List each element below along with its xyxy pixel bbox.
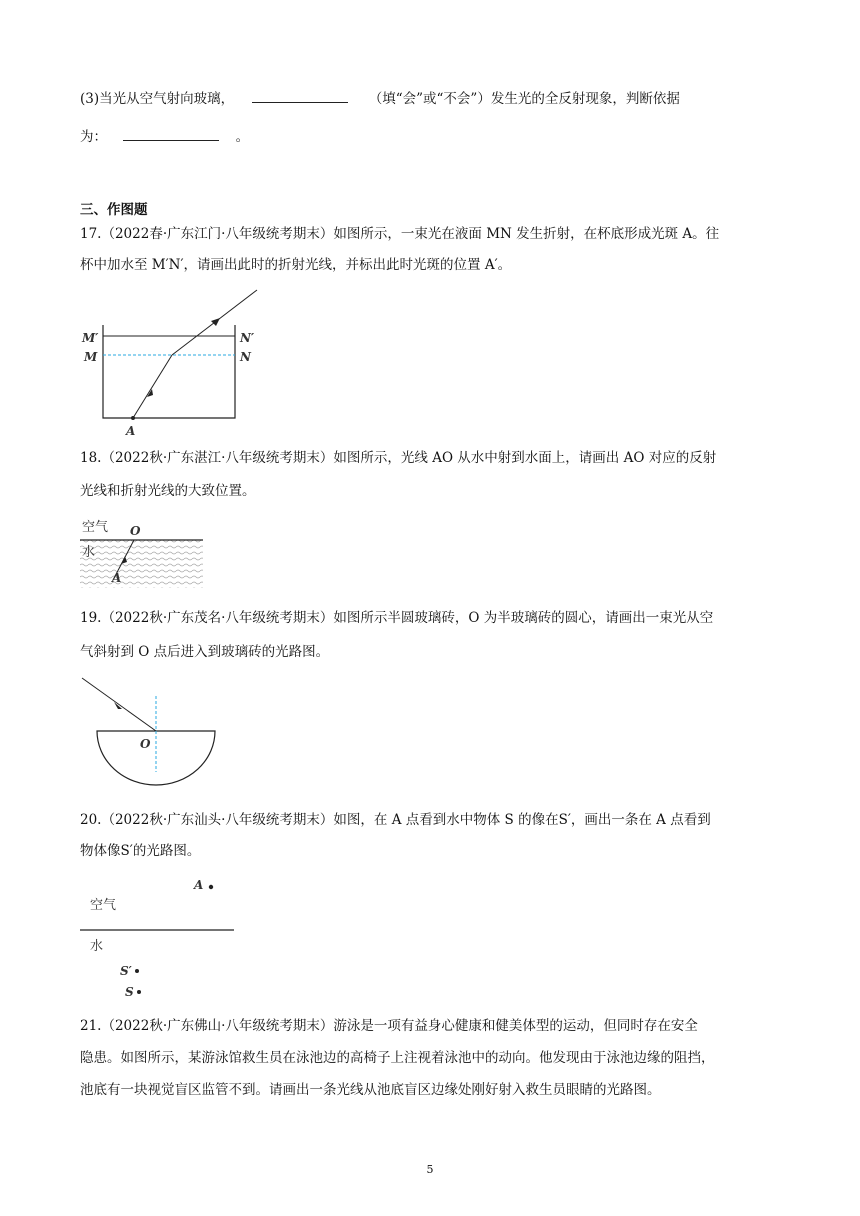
q20-line2: 物体像S′的光路图。 [80, 843, 201, 859]
arrow-icon [211, 318, 220, 326]
q17-beaker-figure [80, 285, 280, 440]
q17-line2: 杯中加水至 M′N′，请画出此时的折射光线，并标出此时光斑的位置 A′。 [80, 257, 512, 273]
point-s-prime [135, 969, 139, 973]
q16-part3-line2 [80, 126, 249, 147]
spot-a [131, 416, 135, 420]
label-o: O [140, 737, 151, 751]
label-water: 水 [90, 939, 104, 954]
point-a [209, 885, 213, 889]
beaker-outline [103, 325, 235, 418]
q16-part3-line1 [80, 88, 680, 109]
page-number: 5 [426, 1163, 434, 1176]
label-a: A [194, 878, 204, 892]
q20-line1: 20.（2022秋·广东汕头·八年级统考期末）如图，在 A 点看到水中物体 S 的像在S′，画出一条在 A 点看到 [80, 812, 711, 828]
q20-image-figure [80, 872, 240, 1002]
label-s: S [125, 985, 134, 999]
q18-line1: 18.（2022秋·广东湛江·八年级统考期末）如图所示，光线 AO 从水中射到水面上，请画出 AO 对应的反射 [80, 450, 717, 466]
answer-blank-1[interactable] [252, 88, 348, 103]
label-a: A [126, 424, 136, 438]
label-air: 空气 [90, 898, 117, 913]
q16-part3-text-c: 为： [80, 129, 107, 145]
q21-line1: 21.（2022秋·广东佛山·八年级统考期末）游泳是一项有益身心健康和健美体型的运动，但同时存在安全 [80, 1018, 698, 1034]
q19-glass-figure [80, 674, 230, 784]
label-air: 空气 [82, 520, 109, 535]
q19-line1: 19.（2022秋·广东茂名·八年级统考期末）如图所示半圆玻璃砖，O 为半玻璃砖的圆心，请画出一束光从空 [80, 610, 714, 626]
q19-line2: 气斜射到 O 点后进入到玻璃砖的光路图。 [80, 644, 330, 660]
label-a: A [112, 571, 122, 585]
section-title: 三、作图题 [80, 202, 148, 218]
label-o: O [130, 524, 141, 538]
label-m-prime: M′ [82, 331, 99, 345]
q21-line2: 隐患。如图所示，某游泳馆救生员在泳池边的高椅子上注视着泳池中的动向。他发现由于泳池边缘的阻挡， [80, 1050, 715, 1066]
label-water: 水 [82, 545, 96, 560]
q16-part3-text-a: (3)当光从空气射向玻璃， [80, 91, 235, 107]
refracted-ray [133, 355, 172, 418]
incident-ray [82, 678, 156, 731]
q16-part3-text-d: 。 [235, 129, 250, 145]
q18-water-figure [80, 514, 210, 590]
label-m: M [84, 350, 98, 364]
q16-part3-text-b: （填“会”或“不会”）发生光的全反射现象，判断依据 [368, 91, 680, 107]
label-n-prime: N′ [240, 331, 255, 345]
point-s [137, 990, 141, 994]
q17-line1: 17.（2022春·广东江门·八年级统考期末）如图所示，一束光在液面 MN 发生折射，在杯底形成光斑 A。往 [80, 226, 720, 242]
q21-line3: 池底有一块视觉盲区监管不到。请画出一条光线从池底盲区边缘处刚好射入救生员眼睛的光路图。 [80, 1082, 661, 1098]
label-n: N [240, 350, 251, 364]
label-s-prime: S′ [120, 964, 132, 978]
water-region [80, 540, 203, 588]
answer-blank-2[interactable] [123, 126, 219, 141]
q18-line2: 光线和折射光线的大致位置。 [80, 483, 256, 499]
